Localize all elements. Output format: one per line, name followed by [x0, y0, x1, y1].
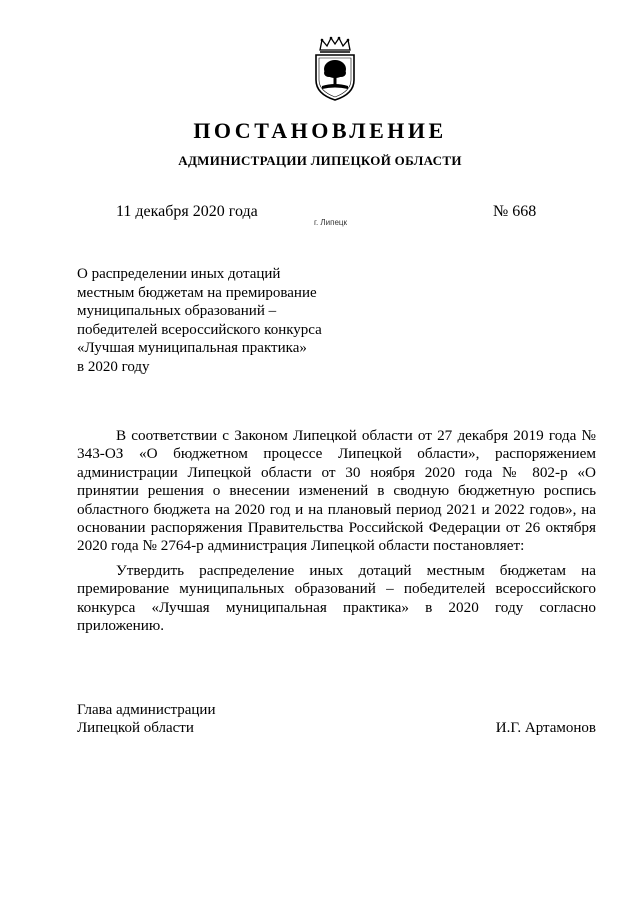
subject-line: муниципальных образований – — [77, 303, 277, 319]
body-paragraph-basis: В соответствии с Законом Липецкой области от 27 декабря 2019 года № 343-ОЗ «О бюджетном процессе Липецкой области», распоряжением администрации Липецкой области от 30 ноября 2020 года № 802-р «О принятии решения о внесении изменений в сводную бюджетную роспись областного бюджета на 2020 год и на плановый период 2021 и 2022 годов», на основании распоряжения Правительства Российской Федерации от 26 октября 2020 года № 2764-р администрация Липецкой области постановляет: — [77, 427, 596, 555]
subject-line: О распределении иных дотаций — [77, 266, 281, 282]
subject-line: местным бюджетам на премирование — [77, 284, 317, 301]
document-date: 11 декабря 2020 года — [116, 203, 258, 220]
signature-position-line: Глава администрации — [77, 702, 216, 718]
signature-name: И.Г. Артамонов — [495, 720, 596, 736]
body-paragraph-resolution: Утвердить распределение иных дотаций местным бюджетам на премирование муниципальных образований – победителей всероссийского конкурса «Лучшая муниципальная практика» в 2020 году согласно приложению. — [77, 562, 596, 635]
subject-line: в 2020 году — [77, 358, 150, 375]
document-subtitle: АДМИНИСТРАЦИИ ЛИПЕЦКОЙ ОБЛАСТИ — [178, 153, 462, 168]
signature-position-line: Липецкой области — [77, 720, 194, 736]
document-city: г. Липецк — [314, 218, 347, 227]
document-title: ПОСТАНОВЛЕНИЕ — [193, 118, 447, 143]
subject-line: «Лучшая муниципальная практика» — [77, 340, 307, 356]
document-number: № 668 — [493, 203, 537, 220]
coat-of-arms-icon — [310, 36, 360, 102]
signature-position — [77, 701, 215, 737]
subject-line: победителей всероссийского конкурса — [77, 321, 322, 338]
document-subject — [77, 265, 367, 376]
